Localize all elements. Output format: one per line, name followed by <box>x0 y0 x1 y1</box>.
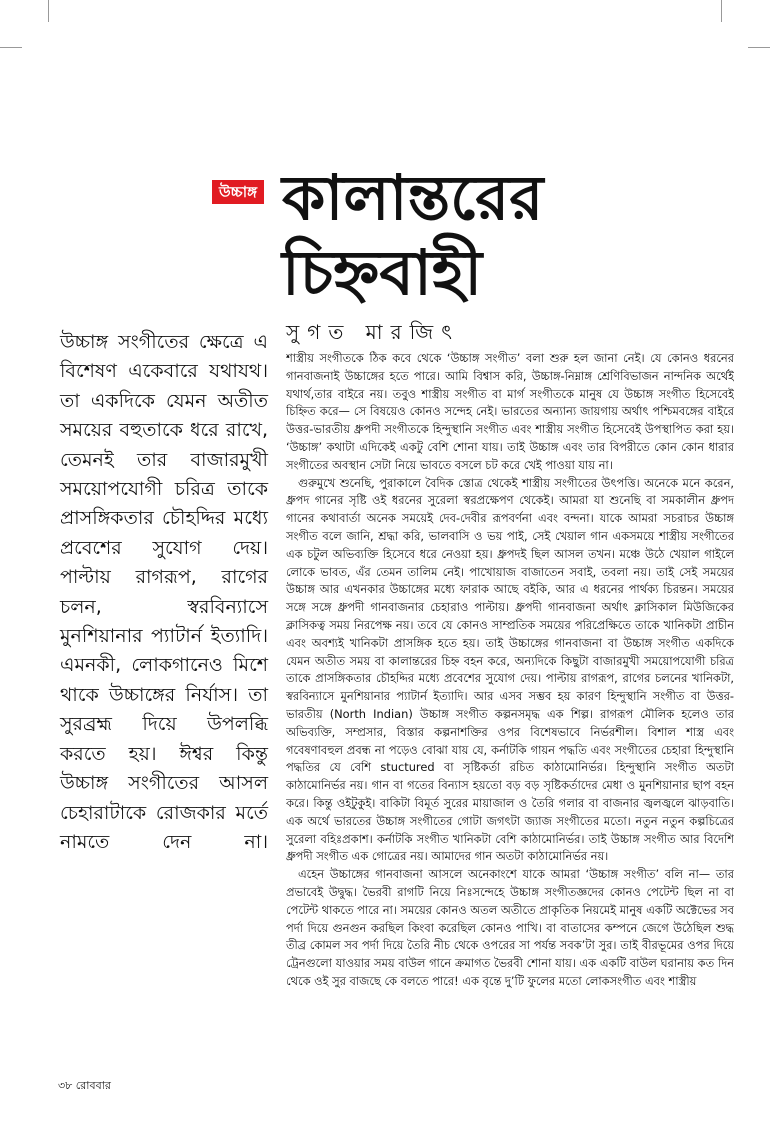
body-paragraph: এহেন উচ্চাঙ্গের গানবাজনা আসলে অনেকাংশে যাকে আমরা ‘উচ্চাঙ্গ সংগীত’ বলি না— তার প্রভাবেই উদ্বুদ্ধ। ভৈরবী রাগটি নিয়ে নিঃসন্দেহে উচ্চাঙ্গ সংগীতজ্ঞদের কোনও পেটেন্ট ছিল না বা পেটেন্ট থাকতে পারে না। সময়ের কোনও অতল অতীতে প্রাকৃতিক নিয়মেই মানুষ একটি অক্টেভের সব পর্দা দিয়ে গুনগুন করছিল কিংবা করেছিল কোনও পাখি। বা বাতাসের কম্পনে জেগে উঠেছিল শুদ্ধ তীব্র কোমল সব পর্দা দিয়ে তৈরি নীচ থেকে ওপরের সা পর্যন্ত সবক’টা সুর। তাই বীরভূমের ওপর দিয়ে ট্রেনগুলো যাওয়ার সময় বাউল গানে ক্রমাগত ভৈরবী শোনা যায়। এক একটি বাউল ঘরানায় কত দিন থেকে ওই সুর বাজছে কে বলতে পারে! এক বৃন্তে দু’টি ফুলের মতো লোকসংগীত এবং শাস্ত্রীয় <box>286 867 734 988</box>
crop-mark <box>0 47 22 48</box>
magazine-name: রোববার <box>75 1079 111 1092</box>
author-byline: সুগত মারজিৎ <box>286 320 460 344</box>
crop-mark <box>48 0 49 22</box>
page-number: ৩৮ <box>58 1079 73 1092</box>
crop-mark <box>721 0 722 22</box>
article-body <box>286 350 734 1070</box>
article-title: কালান্তরের চিহ্নবাহী <box>282 161 544 309</box>
crop-mark <box>748 47 770 48</box>
body-paragraph: গুরুমুখে শুনেছি, পুরাকালে বৈদিক স্তোত্র থেকেই শাস্ত্রীয় সংগীতের উৎপত্তি। অনেকে মনে করেন, ধ্রুপদ গানের সৃষ্টি ওই ধরনের সুরেলা স্বরপ্রক্ষেপণ থেকেই। আমরা যা শুনেছি বা সমকালীন ধ্রুপদ গানের কথাবার্তা অনেক সময়েই দেব-দেবীর রূপবর্ণনা এবং বন্দনা। যাকে আমরা সচরাচর উচ্চাঙ্গ সংগীত বলে জানি, শ্রদ্ধা করি, ভালবাসি ও ভয় পাই, সেই খেয়াল গান একসময়ে শাস্ত্রীয় সংগীতের এক চটুল অভিব্যক্তি হিসেবে ধরে নেওয়া হয়। ধ্রুপদই ছিল আসল তখন। মঞ্চে উঠে খেয়াল গাইলে লোকে ভাবত, এঁর তেমন তালিম নেই। পাখোয়াজ বাজাতেন সবাই, তবলা নয়। তাই সেই সময়ের উচ্চাঙ্গ আর এখনকার উচ্চাঙ্গের মধ্যে ফারাক আছে বইকি, আর এ ধরনের পার্থক্য চিরন্তন। সময়ের সঙ্গে সঙ্গে ধ্রুপদী গানবাজনার চেহারাও পাল্টায়। ধ্রুপদী গানবাজনা অর্থাৎ ক্লাসিকাল মিউজিকের ক্লাসিকত্ব সময় নিরপেক্ষ নয়। তবে যে কোনও সাম্প্রতিক সময়ের পরিপ্রেক্ষিতে তাকে খানিকটা প্রাচীন এবং অবশ্যই খানিকটা প্রাসঙ্গিক হতে হয়। তাই উচ্চাঙ্গের গানবাজনা বা উচ্চাঙ্গ সংগীত একদিকে যেমন অতীত সময় বা কালান্তরের চিহ্ন বহন করে, অন্যদিকে কিছুটা বাজারমুখী সময়োপযোগী চরিত্র তাকে প্রাসঙ্গিকতার চৌহদ্দির মধ্যে প্রবেশের সুযোগ দেয়। পাল্টায় রাগরূপ, রাগের চলনের খানিকটা, স্বরবিন্যাসে মুনশিয়ানার প্যাটার্ন ইত্যাদি। আর এসব সম্ভব হয় কারণ হিন্দুস্থানি সংগীত বা উত্তর-ভারতীয় (North Indian) উচ্চাঙ্গ সংগীত কল্পনসমৃদ্ধ এক শিল্প। রাগরূপ মৌলিক হলেও তার অভিব্যক্তি, সম্প্রসার, বিস্তার কল্পনাশক্তির ওপর বিশেষভাবে নির্ভরশীল। বিশাল শাস্ত্র এবং গবেষণাবহুল প্রবন্ধ না পড়েও বোঝা যায় যে, কর্নাটকি গায়ন পদ্ধতি এবং সংগীতের চেহারা হিন্দুস্থানি পদ্ধতির যে বেশি stuctured বা সৃষ্টিকর্তা রচিত কাঠামোনির্ভর। হিন্দুস্থানি সংগীত অতটা কাঠামোনির্ভর নয়। গান বা গতের বিন্যাস হয়তো বড় বড় সৃষ্টিকর্তাদের মেধা ও মুনশিয়ানার ছাপ বহন করে। কিন্তু ওইটুকুই। বাকিটা বিমূর্ত সুরের মায়াজাল ও তৈরি গলার বা বাজনার জ্বলজ্বলে ঝাড়বাতি। এক অর্থে ভারতের উচ্চাঙ্গ সংগীতের গোটা জগৎটা জ্যাজ সংগীতের মতো। নতুন নতুন কল্পচিত্রের সুরেলা বহিঃপ্রকাশ। কর্নাটকি সংগীত খানিকটা বেশি কাঠামোনির্ভর। তাই উচ্চাঙ্গ সংগীত আর বিদেশি ধ্রুপদী সংগীত এক গোত্রের নয়। আমাদের গান অতটা কাঠামোনির্ভর নয়। <box>286 475 734 864</box>
page-footer <box>58 1077 111 1096</box>
section-tag: উচ্চাঙ্গ <box>212 180 264 204</box>
pull-quote: উচ্চাঙ্গ সংগীতের ক্ষেত্রে এ বিশেষণ একেবারে যথাযথ। তা একদিকে যেমন অতীত সময়ের বহুতাকে ধরে রাখে, তেমনই তার বাজারমুখী সময়োপযোগী চরিত্র তাকে প্রাসঙ্গিকতার চৌহদ্দির মধ্যে প্রবেশের সুযোগ দেয়। পাল্টায় রাগরূপ, রাগের চলন, স্বরবিন্যাসে মুনশিয়ানার প্যাটার্ন ইত্যাদি। এমনকী, লোকগানেও মিশে থাকে উচ্চাঙ্গের নির্যাস। তা সুরব্রহ্ম দিয়ে উপলব্ধি করতে হয়। ঈশ্বর কিন্তু উচ্চাঙ্গ সংগীতের আসল চেহারাটাকে রোজকার মর্তে নামতে দেন না। <box>60 331 268 853</box>
body-paragraph: শাস্ত্রীয় সংগীতকে ঠিক কবে থেকে ‘উচ্চাঙ্গ সংগীত’ বলা শুরু হল জানা নেই। যে কোনও ধরনের গানবাজনাই উচ্চাঙ্গের হতে পারে। আমি বিশ্বাস করি, উচ্চাঙ্গ-নিম্নাঙ্গ শ্রেণিবিভাজন নান্দনিক অর্থেই যথার্থ,তার বাইরে নয়। তবুও শাস্ত্রীয় সংগীত বা মার্গ সংগীতকে মানুষ যে উচ্চাঙ্গ সংগীত হিসেবেই চিহ্নিত করে— সে বিষয়েও কোনও সন্দেহ নেই। ভারতের অন্যান্য জায়গায় অর্থাৎ পশ্চিমবঙ্গের বাইরে উত্তর-ভারতীয় ধ্রুপদী সংগীতকে হিন্দুস্থানি সংগীত এবং শাস্ত্রীয় সংগীত হিসেবেই উপস্থাপিত করা হয়। ‘উচ্চাঙ্গ’ কথাটা এদিকেই একটু বেশি শোনা যায়। তাই উচ্চাঙ্গ এবং তার বিপরীতে কোন কোন ধারার সংগীতের অবস্থান সেটা নিয়ে ভাবতে বসলে চট করে খেই পাওয়া যায় না। <box>286 351 734 472</box>
